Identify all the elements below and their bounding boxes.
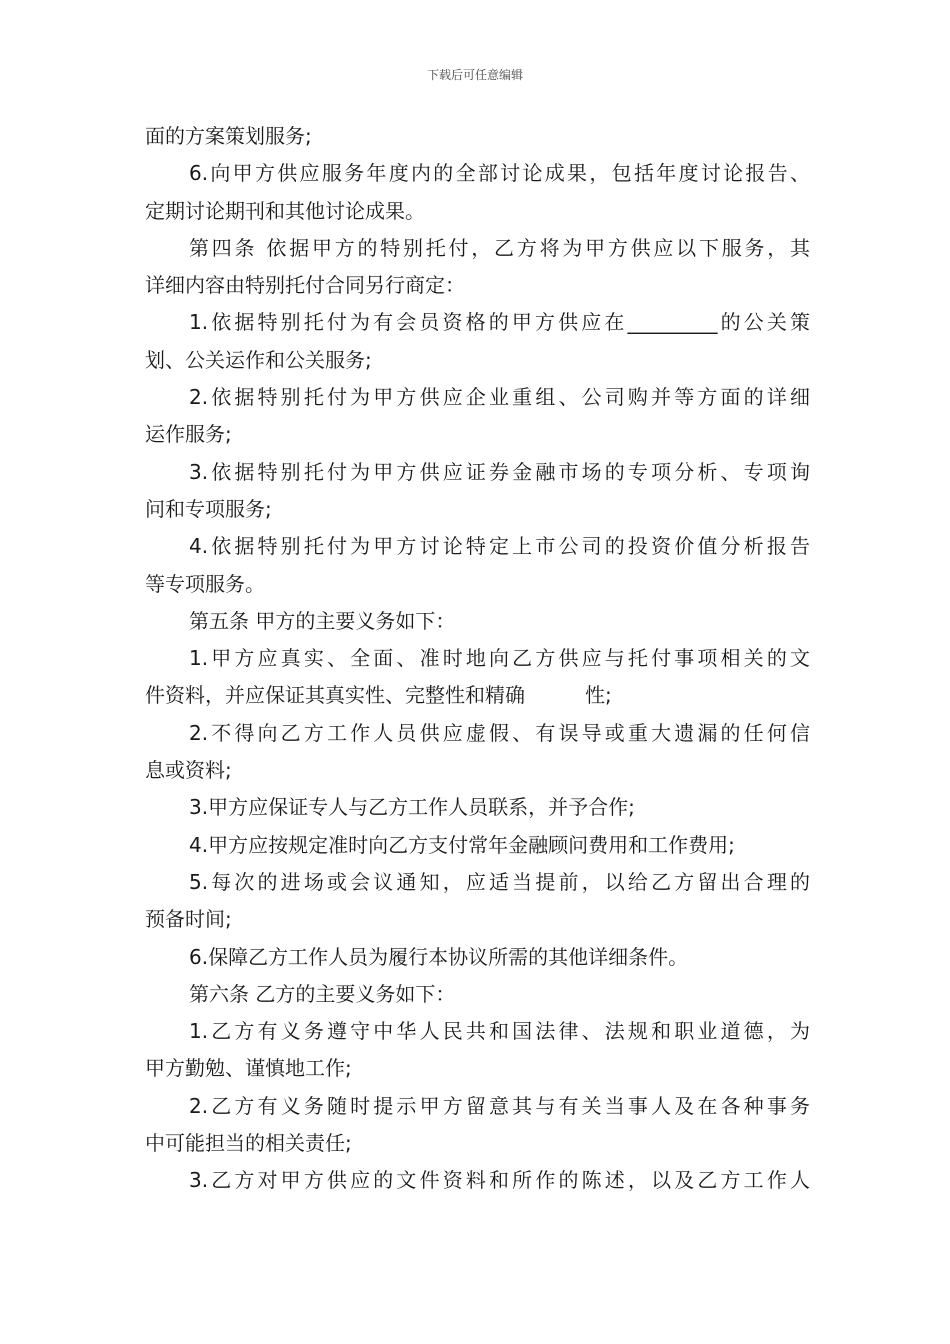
text-line: 等专项服务。 (145, 571, 265, 596)
text-line: 5.每次的进场或会议通知，应适当提前，以给乙方留出合理的 (189, 869, 810, 894)
text-line: 2.不得向乙方工作人员供应虚假、有误导或重大遗漏的任何信 (189, 720, 810, 745)
text-line: 息或资料; (145, 758, 232, 783)
text-line: 1.乙方有义务遵守中华人民共和国法律、法规和职业道德，为 (189, 1019, 810, 1044)
text-line: 4.甲方应按规定准时向乙方支付常年金融顾问费用和工作费用; (189, 832, 735, 857)
text-line: 件资料，并应保证其真实性、完整性和精确 性; (145, 683, 612, 708)
text-line: 定期讨论期刊和其他讨论成果。 (145, 198, 425, 223)
text-line: 1.甲方应真实、全面、准时地向乙方供应与托付事项相关的文 (189, 646, 810, 671)
text-line: 6.向甲方供应服务年度内的全部讨论成果，包括年度讨论报告、 (189, 161, 810, 186)
text-line: 2.乙方有义务随时提示甲方留意其与有关当事人及在各种事务 (189, 1093, 810, 1118)
text-line: 第五条 甲方的主要义务如下： (189, 608, 456, 633)
text-line: 问和专项服务; (145, 496, 272, 521)
document-body (145, 118, 810, 1200)
text-line: 详细内容由特别托付合同另行商定： (145, 273, 465, 298)
text-line: 2.依据特别托付为甲方供应企业重组、公司购并等方面的详细 (189, 385, 810, 410)
text-line: 预备时间; (145, 907, 232, 932)
text-line: 6.保障乙方工作人员为履行本协议所需的其他详细条件。 (189, 944, 689, 969)
text-line: 3.依据特别托付为甲方供应证券金融市场的专项分析、专项询 (189, 459, 810, 484)
text-line: 第六条 乙方的主要义务如下： (189, 981, 456, 1006)
text-line: 运作服务; (145, 422, 232, 447)
text-line: 中可能担当的相关责任; (145, 1131, 352, 1156)
text-line: 3.甲方应保证专人与乙方工作人员联系，并予合作; (189, 795, 635, 820)
text-line: 4.依据特别托付为甲方讨论特定上市公司的投资价值分析报告 (189, 534, 810, 559)
text-line: 甲方勤勉、谨慎地工作; (145, 1056, 352, 1081)
text-line: 3.乙方对甲方供应的文件资料和所作的陈述，以及乙方工作人 (189, 1168, 810, 1193)
text-line: 面的方案策划服务; (145, 124, 312, 148)
page-header: 下载后可任意编辑 (426, 68, 523, 82)
text-line: 第四条 依据甲方的特别托付，乙方将为甲方供应以下服务，其 (189, 235, 810, 260)
text-line: 1.依据特别托付为有会员资格的甲方供应在_________的公关策 (189, 310, 810, 335)
text-line: 划、公关运作和公关服务; (145, 347, 372, 372)
